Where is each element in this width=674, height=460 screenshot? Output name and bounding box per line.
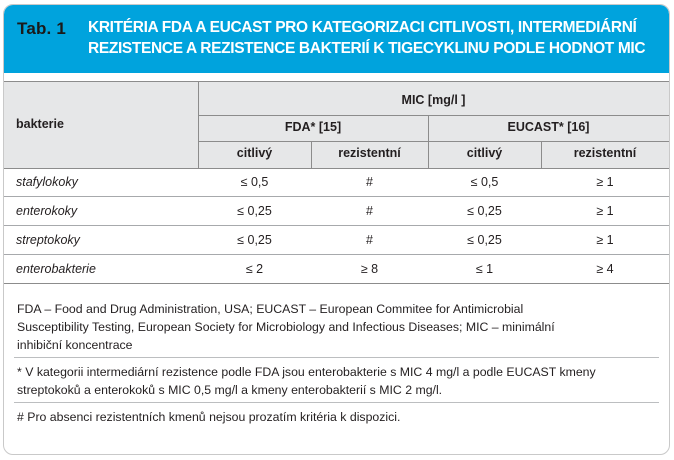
table-cell: ≥ 8	[360, 262, 379, 276]
footnote-line: inhibiční koncentrace	[17, 338, 133, 352]
table-header-banner	[4, 5, 669, 73]
subheader-fda-rezistentni: rezistentní	[338, 146, 401, 160]
subheader-eucast-rezistentni: rezistentní	[573, 146, 637, 160]
table-cell: ≤ 0,5	[470, 175, 499, 189]
row-header-label: bakterie	[16, 117, 64, 131]
source-header-eucast: EUCAST* [16]	[507, 120, 590, 134]
footnote-line: FDA – Food and Drug Administration, USA; EUCAST – European Commitee for Antimicrobial	[17, 302, 524, 316]
table-cell: ≥ 4	[596, 262, 614, 276]
table-cell: ≤ 0,25	[237, 204, 272, 218]
footnote-divider	[14, 357, 659, 358]
row-name-streptokoky: streptokoky	[16, 233, 80, 247]
table-number: Tab. 1	[17, 19, 67, 38]
footnote-hash	[17, 408, 657, 426]
group-header-label: MIC [mg/l ]	[401, 93, 466, 107]
row-name-stafylokoky: stafylokoky	[16, 175, 78, 189]
table-cell: ≤ 0,25	[237, 233, 272, 247]
subheader-eucast-citlivy: citlivý	[466, 146, 503, 160]
footnote-asterisk	[17, 363, 657, 399]
table-title-line-1: KRITÉRIA FDA A EUCAST PRO KATEGORIZACI CITLIVOSTI, INTERMEDIÁRNÍ	[88, 19, 637, 36]
table-cell: ≥ 1	[596, 233, 614, 247]
table-cell: ≤ 0,25	[467, 233, 502, 247]
footnote-abbreviations	[17, 300, 657, 354]
table-cell: ≤ 0,5	[240, 175, 269, 189]
source-header-rule	[198, 141, 669, 142]
footnote-line: # Pro absenci rezistentních kmenů nejsou prozatím kritéria k dispozici.	[17, 410, 401, 424]
table-cell: ≥ 1	[596, 175, 614, 189]
table-cell: ≤ 2	[245, 262, 264, 276]
table-cell: #	[366, 233, 373, 247]
footnote-line: streptokoků a enterokoků s MIC 0,5 mg/l a kmeny enterobakterií s MIC 2 mg/l.	[17, 383, 443, 397]
footnote-line: * V kategorii intermediární rezistence podle FDA jsou enterobakterie s MIC 4 mg/l a podle EUCAST kmeny	[17, 365, 596, 379]
table-cell: ≤ 1	[475, 262, 494, 276]
table-top-rule	[4, 81, 669, 82]
row-name-enterokoky: enterokoky	[16, 204, 78, 218]
table-cell: ≤ 0,25	[467, 204, 502, 218]
footnote-line: Susceptibility Testing, European Society for Microbiology and Infectious Diseases; MIC – minimální	[17, 320, 555, 334]
table-card	[3, 4, 670, 455]
footnote-divider	[14, 402, 659, 403]
table-cell: #	[366, 204, 373, 218]
table-cell: #	[366, 175, 373, 189]
table-title-line-2: REZISTENCE A REZISTENCE BAKTERIÍ K TIGECYKLINU PODLE HODNOT MIC	[88, 40, 646, 57]
source-header-fda: FDA* [15]	[284, 120, 342, 134]
row-name-enterobakterie: enterobakterie	[16, 262, 96, 276]
group-header-rule	[198, 115, 669, 116]
table-bottom-rule	[4, 283, 669, 284]
table-title	[88, 17, 663, 59]
table-cell: ≥ 1	[596, 204, 614, 218]
subheader-fda-citlivy: citlivý	[236, 146, 273, 160]
